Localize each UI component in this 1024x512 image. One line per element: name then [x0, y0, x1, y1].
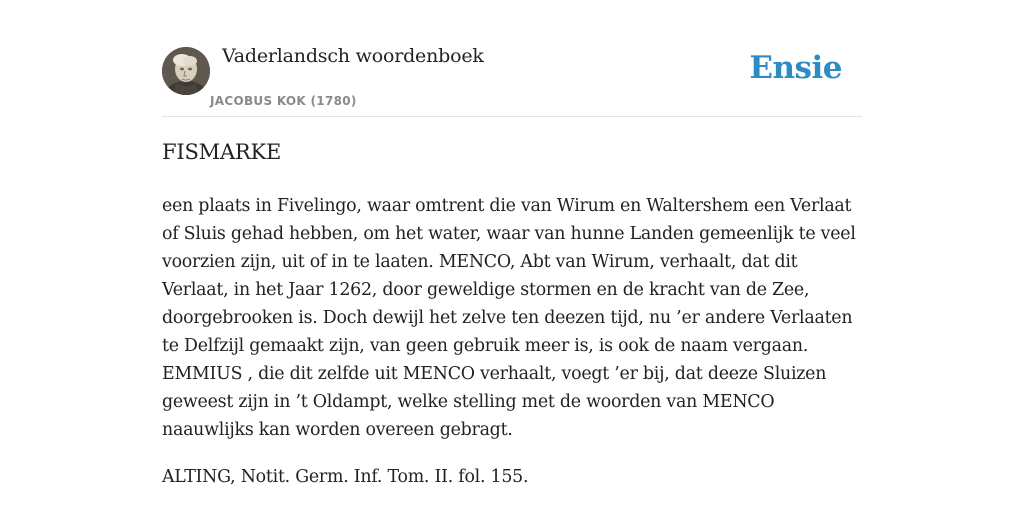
dictionary-header	[162, 0, 862, 117]
book-title[interactable]: Vaderlandsch woordenboek	[222, 45, 484, 67]
ensie-logo[interactable]: Ensie	[749, 50, 842, 86]
book-author: JACOBUS KOK (1780)	[210, 94, 357, 108]
entry-title: FISMARKE	[162, 140, 282, 164]
author-portrait-icon	[162, 47, 210, 95]
entry-definition: een plaats in Fivelingo, waar omtrent die van Wirum en Waltershem een Verlaat of Sluis gehad hebben, om het water, waar van hunne Landen gemeenlijk te veel voorzien zijn, uit of in te laaten. MENCO, Abt van Wirum, verhaalt, dat dit Verlaat, in het Jaar 1262, door geweldige stormen en de kracht van de Zee, doorgebrooken is. Doch dewijl het zelve ten deezen tijd, nu ’er andere Verlaaten te Delfzijl gemaakt zijn, van geen gebruik meer is, is ook de naam vergaan. EMMIUS , die dit zelfde uit MENCO verhaalt, voegt ’er bij, dat deeze Sluizen geweest zijn in ’t Oldampt, welke stelling met de woorden van MENCO naauwlijks kan worden overeen gebragt.	[162, 196, 856, 440]
author-avatar[interactable]	[162, 47, 210, 95]
entry-source: ALTING, Notit. Germ. Inf. Tom. II. fol. 155.	[162, 467, 529, 487]
